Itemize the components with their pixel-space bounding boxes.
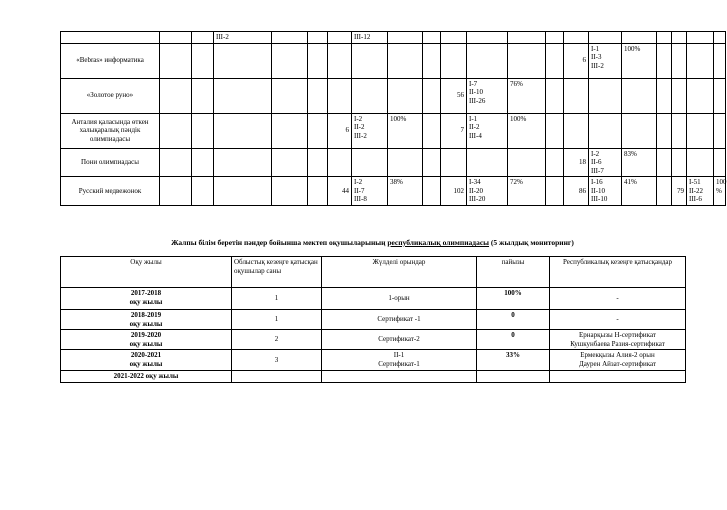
places-breakdown: I-1 II-2 III-4 [467,113,508,148]
places-breakdown: I-51 II-22 III-6 [687,177,714,206]
percent-cell: 33% [477,350,550,371]
republican-olympiad-table [60,256,686,383]
participant-count: 102 [441,177,467,206]
count-cell: 3 [232,350,322,371]
participant-count: 44 [328,177,352,206]
title-start: Жалпы білім беретін пәндер бойынша мектеп оқушыларының [171,238,388,247]
participants-cell: Ернарқызы Н-сертификат Кушкунбаева Разия-сертификат [550,330,686,350]
participant-count: 7 [441,113,467,148]
cell: III-2 [214,32,272,44]
olympiad-name: Пони олимпиадасы [61,148,160,177]
places-cell: 1-орын [322,288,477,310]
participant-count: 56 [441,78,467,113]
participants-cell: - [550,288,686,310]
participants-cell [550,371,686,383]
table-row [61,288,686,310]
percent-value: 38% [388,177,423,206]
header-cell: Жүлделі орындар [322,257,477,288]
participant-count: 6 [328,113,352,148]
percent-value: 76% [508,78,546,113]
percent-value: 100% [622,43,657,78]
places-breakdown: I-2 II-2 III-2 [352,113,388,148]
percent-value: 100% [508,113,546,148]
places-cell [322,371,477,383]
olympiad-name: Анталия қаласында өткен халықаралық пәндік олимпиадасы [61,113,160,148]
year-cell: 2018-2019 оқу жылы [61,310,232,330]
count-cell: 1 [232,288,322,310]
count-cell: 2 [232,330,322,350]
percent-value: 72% [508,177,546,206]
table-row [61,371,686,383]
places-breakdown: I-1 II-3 III-2 [589,43,622,78]
table-row [61,113,726,148]
year-cell: 2020-2021 оқу жылы [61,350,232,371]
participants-cell: - [550,310,686,330]
table-row [61,310,686,330]
section-title [60,238,685,247]
international-olympiad-table [60,31,726,206]
title-end: (5 жылдық мониторинг) [489,238,574,247]
places-breakdown: I-34 II-20 III-20 [467,177,508,206]
participant-count: 79 [672,177,687,206]
percent-value: 41% [622,177,657,206]
participant-count: 18 [564,148,589,177]
participant-count: 6 [564,43,589,78]
places-breakdown: I-16 II-10 III-10 [589,177,622,206]
percent-cell: 0 [477,330,550,350]
places-breakdown: I-2 II-7 III-8 [352,177,388,206]
table-row [61,350,686,371]
percent-value: 100 % [714,177,726,206]
year-cell: 2019-2020 оқу жылы [61,330,232,350]
table-row [61,330,686,350]
places-cell: Сертификат -1 [322,310,477,330]
header-cell: пайызы [477,257,550,288]
header-cell: Республикалық кезеңге қатысқандар [550,257,686,288]
participants-cell: Ермекқызы Алия-2 орын Даурен Айзат-сертификат [550,350,686,371]
places-cell: II-1 Сертификат-1 [322,350,477,371]
header-cell: Облыстық кезеңге қатысқан оқушылар саны [232,257,322,288]
table-row [61,43,726,78]
title-underlined: республикалық олимпиадасы [387,238,490,247]
table-row [61,78,726,113]
percent-cell [477,371,550,383]
table-row [61,177,726,206]
count-cell [232,371,322,383]
header-row [61,257,686,288]
places-breakdown: I-7 II-10 III-26 [467,78,508,113]
olympiad-name: «Bebras» информатика [61,43,160,78]
count-cell: 1 [232,310,322,330]
percent-cell: 0 [477,310,550,330]
table-row [61,32,726,44]
participant-count: 86 [564,177,589,206]
table-row [61,148,726,177]
olympiad-name: Русский медвежонок [61,177,160,206]
places-cell: Сертификат-2 [322,330,477,350]
year-cell: 2021-2022 оқу жылы [61,371,232,383]
percent-value: 83% [622,148,657,177]
header-cell: Оқу жылы [61,257,232,288]
percent-value: 100% [388,113,423,148]
places-breakdown: I-2 II-6 III-7 [589,148,622,177]
cell: III-12 [352,32,388,44]
year-cell: 2017-2018 оқу жылы [61,288,232,310]
olympiad-name: «Золотое руно» [61,78,160,113]
percent-cell: 100% [477,288,550,310]
